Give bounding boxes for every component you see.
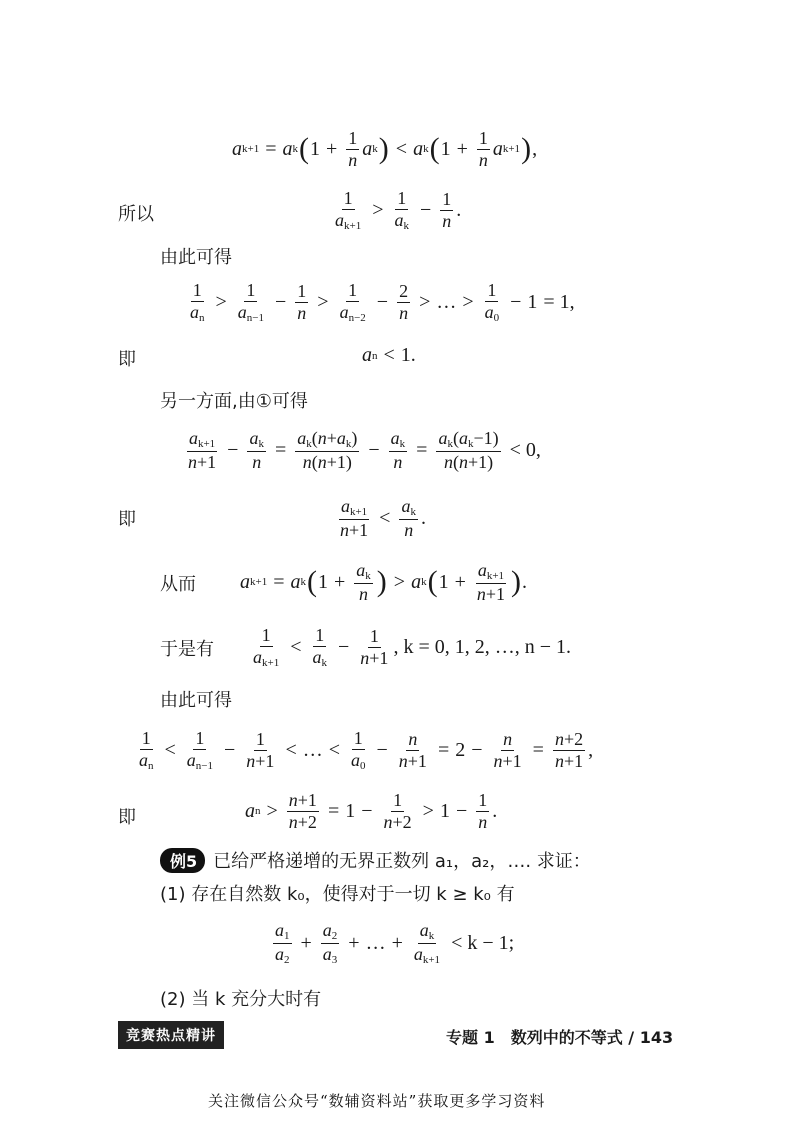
- label-yushiyou: 于是有: [160, 639, 214, 660]
- label-ji-1: 即: [118, 349, 136, 370]
- formula-tail: < 0,: [509, 438, 541, 461]
- formula-line-11: $\frac{a_1}{a_2}$ + $\frac{a_2}{a_3}$ + … + $\frac{a_k}{a_{k+1}}$ < k − 1;: [275, 920, 515, 966]
- formula-line-2: $\frac{1}{a_{k+1}}$ > $\frac{1}{a_k}$ − $\frac{1}{n}$ .: [335, 188, 462, 232]
- formula-tail: .: [456, 198, 462, 221]
- label-lingyi: 另一方面,由①可得: [160, 391, 308, 412]
- example-intro-line: [160, 847, 591, 873]
- label-ji-3: 即: [118, 807, 136, 828]
- formula-tail: .: [522, 570, 527, 593]
- example-badge: 例5: [160, 848, 205, 873]
- formula-line-8: $\frac{1}{a_{k+1}}$ < $\frac{1}{a_k}$ − $\frac{1}{n+1}$ , k = 0, 1, 2, …, n − 1.: [253, 625, 571, 669]
- formula-tail: = 1,: [543, 290, 575, 313]
- formula-line-1: a k+1 = a k ( 1 + $\frac{1}{n}$ a k ) < a k ( 1 + $\frac{1}{n}$ a k+1 ) ,: [232, 128, 538, 170]
- formula-tail: ,: [588, 738, 594, 761]
- watermark-text: 关注微信公众号“数辅资料站”获取更多学习资料: [208, 1092, 546, 1110]
- formula-line-4: a n < 1 .: [362, 344, 416, 366]
- formula-tail: .: [492, 799, 498, 822]
- formula-tail: .: [410, 344, 416, 366]
- example-part-2: (2) 当 k 充分大时有: [160, 989, 322, 1010]
- example-part-1: (1) 存在自然数 k₀，使得对于一切 k ≥ k₀ 有: [160, 884, 515, 905]
- formula-tail: < k − 1;: [451, 931, 515, 954]
- formula-line-6: $\frac{a_{k+1}}{n+1}$ < $\frac{a_k}{n}$ .: [340, 496, 426, 540]
- label-youci-2: 由此可得: [160, 690, 232, 711]
- formula-tail: , k = 0, 1, 2, …, n − 1.: [393, 635, 571, 658]
- label-suoyi: 所以: [118, 204, 154, 225]
- formula-line-5: $\frac{a_{k+1}}{n+1}$ − $\frac{a_k}{n}$ = $\frac{a_k(n+a_k)}{n(n+1)}$ − $\frac{a_k}{n}$ = $\frac{a_k(a_k-1)}{n(n+1)}$ < 0,: [188, 428, 541, 472]
- chapter-header: 专题 1 数列中的不等式 / 143: [446, 1028, 674, 1047]
- label-ji-2: 即: [118, 509, 136, 530]
- example-intro: 已给严格递增的无界正数列 a₁，a₂，…. 求证：: [213, 851, 591, 872]
- formula-line-10: a n > $\frac{n+1}{n+2}$ = 1 − $\frac{1}{n+2}$ > 1 − $\frac{1}{n}$ .: [245, 790, 498, 832]
- formula-tail: .: [420, 506, 426, 529]
- formula-line-9: $\frac{1}{a_n}$ < $\frac{1}{a_{n-1}}$ − $\frac{1}{n+1}$ < … < $\frac{1}{a_0}$ − $\frac{n}{n+1}$ = 2 − $\frac{n}{n+1}$ = $\frac{n+2}{n+1}$ ,: [139, 728, 594, 772]
- label-congeryi: 从而: [160, 574, 196, 595]
- formula-line-3: $\frac{1}{a_n}$ > $\frac{1}{a_{n-1}}$ − $\frac{1}{n}$ > $\frac{1}{a_{n-2}}$ − $\frac{2}{n}$ > … > $\frac{1}{a_0}$ − 1 = 1,: [190, 280, 575, 324]
- section-tag: 竞赛热点精讲: [118, 1021, 224, 1049]
- formula-line-7: a k+1 = a k ( 1 + $\frac{a_k}{n}$ ) > a k ( 1 + $\frac{a_{k+1}}{n+1}$ ) .: [240, 560, 527, 604]
- formula-tail: ,: [532, 137, 538, 160]
- label-youci-1: 由此可得: [160, 247, 232, 268]
